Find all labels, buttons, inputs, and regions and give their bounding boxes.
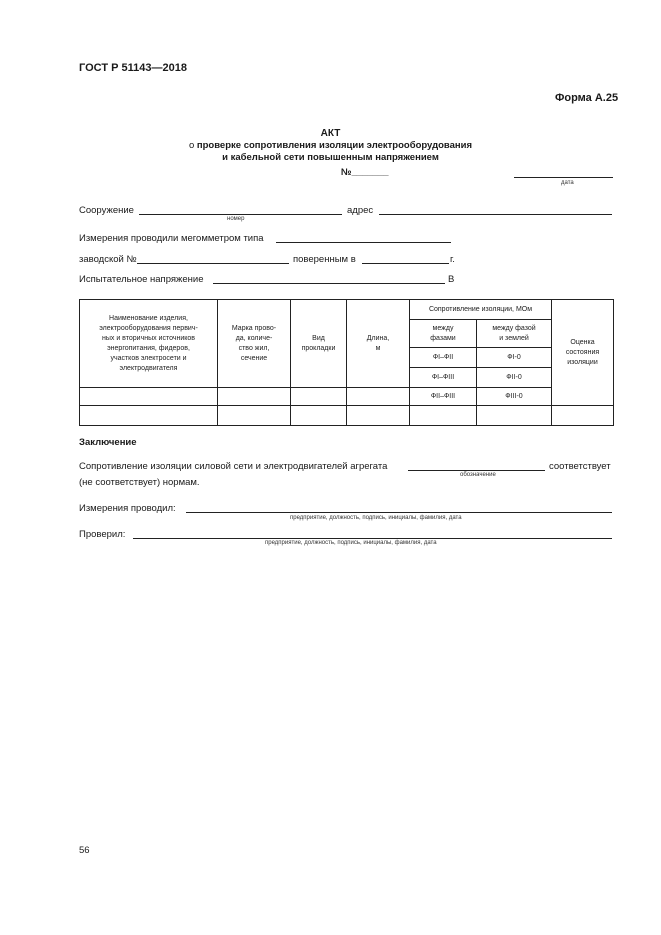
- serial-line[interactable]: [137, 263, 289, 264]
- serial-label: заводской №: [79, 254, 137, 265]
- volt-unit: В: [448, 274, 455, 285]
- entry-name-cell[interactable]: [80, 406, 218, 426]
- earth-cell-1: ФI-0: [477, 348, 552, 368]
- entry-earth-cell[interactable]: [477, 406, 552, 426]
- header-mark-l1: Марка прово-: [231, 324, 277, 332]
- header-phases-l2: фазами: [430, 334, 456, 342]
- phases-cell-2: ФI–ФIII: [410, 368, 477, 388]
- header-resistance: Сопротивление изоляции, МОм: [410, 300, 552, 320]
- number-hint: номер: [227, 216, 245, 222]
- page-number: 56: [79, 845, 90, 856]
- header-assessment-l1: Оценка: [570, 338, 595, 346]
- doc-subtitle-line2: и кабельной сети повышенным напряжением: [222, 152, 439, 163]
- header-earth-l1: между фазой: [492, 324, 536, 332]
- header-mark-l3: ство жил,: [238, 344, 270, 352]
- entry-type-cell[interactable]: [291, 406, 347, 426]
- conclusion-line2: (не соответствует) нормам.: [79, 477, 200, 488]
- header-length-l1: Длина,: [366, 334, 390, 342]
- header-name-l1: Наименование изделия,: [109, 314, 188, 322]
- subtitle-bold: проверке сопротивления изоляции электрооборудования: [196, 140, 473, 151]
- entry-phases-cell[interactable]: [410, 406, 477, 426]
- header-type-l2: прокладки: [301, 344, 336, 352]
- act-number: №_______: [341, 167, 389, 178]
- checked-label: Проверил:: [79, 529, 126, 540]
- measured-label: Измерения проводил:: [79, 503, 176, 514]
- date-line[interactable]: [514, 177, 613, 178]
- designation-hint: обозначение: [460, 472, 496, 478]
- header-assessment: [552, 300, 614, 406]
- conclusion-line1-end: соответствует: [549, 461, 611, 472]
- header-earth: [477, 320, 552, 348]
- verified-label: поверенным в: [293, 254, 356, 265]
- header-name: [80, 300, 218, 388]
- doc-title: АКТ: [320, 128, 341, 139]
- subtitle-prefix: о: [188, 140, 197, 151]
- header-length: [347, 300, 410, 388]
- measured-hint: предприятие, должность, подпись, инициалы, фамилия, дата: [290, 515, 462, 521]
- megohmmeter-line[interactable]: [276, 242, 451, 243]
- header-mark-l4: сечение: [240, 354, 268, 362]
- spacer-length: [347, 388, 410, 406]
- header-mark-l2: да, количе-: [235, 334, 273, 342]
- header-phases-l1: между: [432, 324, 454, 332]
- header-phases: [410, 320, 477, 348]
- header-mark: [218, 300, 291, 388]
- spacer-name: [80, 388, 218, 406]
- earth-cell-3: ФIII-0: [477, 388, 552, 406]
- header-assessment-l3: изоляции: [567, 358, 598, 366]
- year-suffix: г.: [450, 254, 455, 265]
- structure-label: Сооружение: [79, 205, 134, 216]
- megohmmeter-label: Измерения проводили мегомметром типа: [79, 233, 264, 244]
- structure-line[interactable]: [139, 214, 342, 215]
- header-name-l3: ных и вторичных источников: [101, 334, 196, 342]
- checked-line[interactable]: [133, 538, 612, 539]
- conclusion-line1: Сопротивление изоляции силовой сети и электродвигателей агрегата: [79, 461, 388, 472]
- header-earth-l2: и землей: [499, 334, 529, 342]
- header-name-l5: участков электросети и: [110, 354, 187, 362]
- standard-code: ГОСТ Р 51143—2018: [79, 62, 187, 74]
- verified-line[interactable]: [362, 263, 449, 264]
- form-label: Форма А.25: [555, 92, 619, 104]
- header-type-l1: Вид: [312, 334, 325, 342]
- conclusion-heading: Заключение: [79, 437, 137, 448]
- test-voltage-line[interactable]: [213, 283, 445, 284]
- header-name-l6: электродвигателя: [119, 364, 178, 372]
- checked-hint: предприятие, должность, подпись, инициалы, фамилия, дата: [265, 540, 437, 546]
- designation-line[interactable]: [408, 470, 545, 471]
- insulation-table: [79, 299, 614, 426]
- doc-subtitle-line1: [0, 140, 661, 151]
- measured-line[interactable]: [186, 512, 612, 513]
- header-assessment-l2: состояния: [565, 348, 600, 356]
- entry-length-cell[interactable]: [347, 406, 410, 426]
- address-line[interactable]: [379, 214, 612, 215]
- entry-assessment-cell[interactable]: [552, 406, 614, 426]
- header-length-l2: м: [375, 344, 381, 352]
- address-label: адрес: [347, 205, 374, 216]
- earth-cell-2: ФII-0: [477, 368, 552, 388]
- spacer-mark: [218, 388, 291, 406]
- header-name-l2: электрооборудования первич-: [99, 324, 198, 332]
- header-name-l4: энергопитания, фидеров,: [107, 344, 190, 352]
- test-voltage-label: Испытательное напряжение: [79, 274, 204, 285]
- phases-cell-3: ФII–ФIII: [410, 388, 477, 406]
- header-type: [291, 300, 347, 388]
- phases-cell-1: ФI–ФII: [410, 348, 477, 368]
- spacer-type: [291, 388, 347, 406]
- date-hint: дата: [561, 180, 574, 186]
- entry-mark-cell[interactable]: [218, 406, 291, 426]
